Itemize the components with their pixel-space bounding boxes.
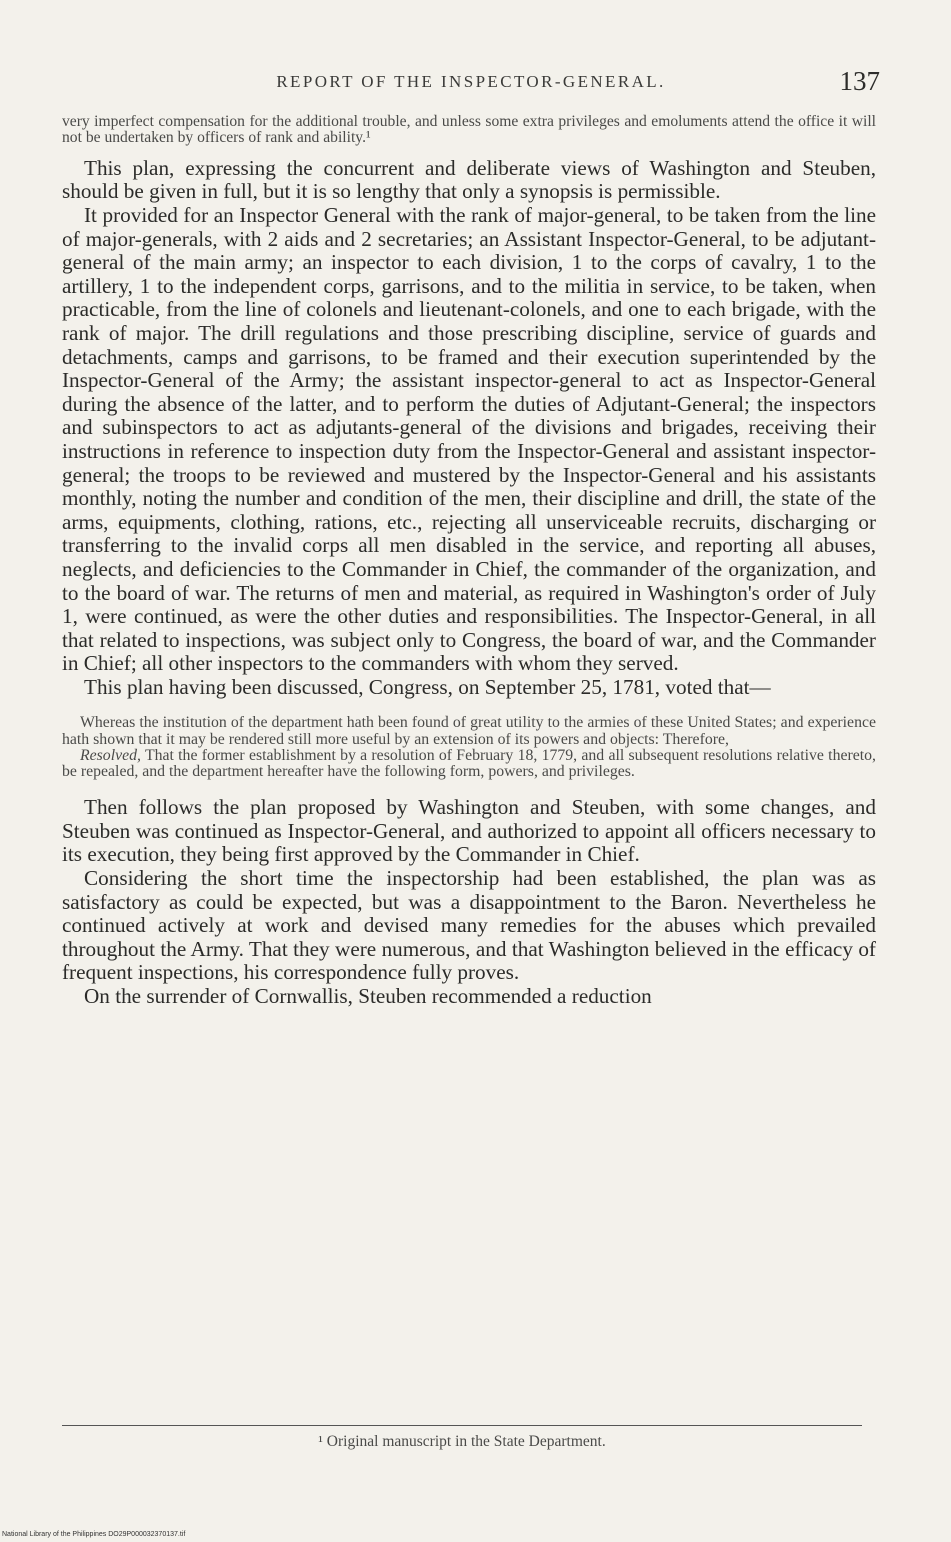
resolved-lead: Resolved, (80, 746, 141, 764)
paragraph-plan-follows: Then follows the plan proposed by Washington and Steuben, with some changes, and Steuben was continued as Inspector-General, and authorized to appoint all officers necessary to its execution, they being first approved by the Commander in Chief. (62, 795, 876, 867)
quote-resolved (62, 748, 876, 780)
paragraph-cornwallis: On the surrender of Cornwallis, Steuben recommended a reduction (84, 984, 652, 1009)
footnote: ¹ Original manuscript in the State Department. (318, 1433, 606, 1450)
body-text (62, 114, 876, 1009)
paragraph-plan-intro: This plan, expressing the concurrent and deliberate views of Washington and Steuben, should be given in full, but it is so lengthy that only a synopsis is permissible. (62, 155, 876, 204)
paragraph-plan-provisions: It provided for an Inspector General with the rank of major-general, to be taken from the line of major-generals, with 2 aids and 2 secretaries; an Assistant Inspector-General, to be adjutant-general of the main army; an inspector to each division, 1 to the corps of cavalry, 1 to the artillery, 1 to the independent corps, garrisons, and to the militia in service, to be taken, when practicable, from the line of colonels and lieutenant-colonels, and one to each brigade, with the rank of major. The drill regulations and those prescribing discipline, service of guards and detachments, camps and garrisons, to be framed and their execution superintended by the Inspector-General of the Army; the assistant inspector-general to act as Inspector-General during the absence of the latter, and to perform the duties of Adjutant-General; the inspectors and subinspectors to act as adjutants-general of the divisions and brigades, receiving their instructions in reference to inspection duty from the Inspector-General and assistant inspector-general; the troops to be reviewed and mustered by the Inspector-General and his assistants monthly, noting the number and condition of the men, their discipline and drill, the state of the arms, equipments, clothing, rations, etc., rejecting all unserviceable recruits, discharging or transferring to the invalid corps all men disabled in the service, and reporting all abuses, neglects, and deficiencies to the Commander in Chief, the commander of the organization, and to the board of war. The returns of men and material, as required in Washington's order of July 1, were continued, as were the other duties and responsibilities. The Inspector-General, in all that related to inspections, was subject only to Congress, the board of war, and the Commander in Chief; all other inspectors to the commanders with whom they served. (62, 203, 876, 676)
resolved-text: That the former establishment by a resolution of February 18, 1779, and all subsequent resolutions relative thereto, be repealed, and the department hereafter have the following form, powers, and privileges. (62, 746, 876, 781)
paragraph-congress-vote: This plan having been discussed, Congress, on September 25, 1781, voted that— (84, 674, 771, 699)
continuation-paragraph: very imperfect compensation for the additional trouble, and unless some extra privileges and emoluments attend the office it will not be undertaken by officers of rank and ability.¹ (62, 113, 876, 147)
quote-whereas: Whereas the institution of the department hath been found of great utility to the armies of these United States; and experience hath shown that it may be rendered still more useful by an extension of its powers and objects: Therefore, (62, 714, 876, 748)
paragraph-considering: Considering the short time the inspectorship had been established, the plan was as satisfactory as could be expected, but was a disappointment to the Baron. Nevertheless he continued actively at work and devised many remedies for the abuses which prevailed throughout the Army. That they were numerous, and that Washington believed in the efficacy of frequent inspections, his correspondence fully proves. (62, 866, 876, 985)
footnote-rule (62, 1425, 862, 1426)
scan-credit: National Library of the Philippines DO29P000032370137.tif (2, 1531, 186, 1538)
running-head: REPORT OF THE INSPECTOR-GENERAL. (276, 72, 666, 91)
page-header (62, 66, 880, 106)
page-number: 137 (839, 66, 880, 96)
